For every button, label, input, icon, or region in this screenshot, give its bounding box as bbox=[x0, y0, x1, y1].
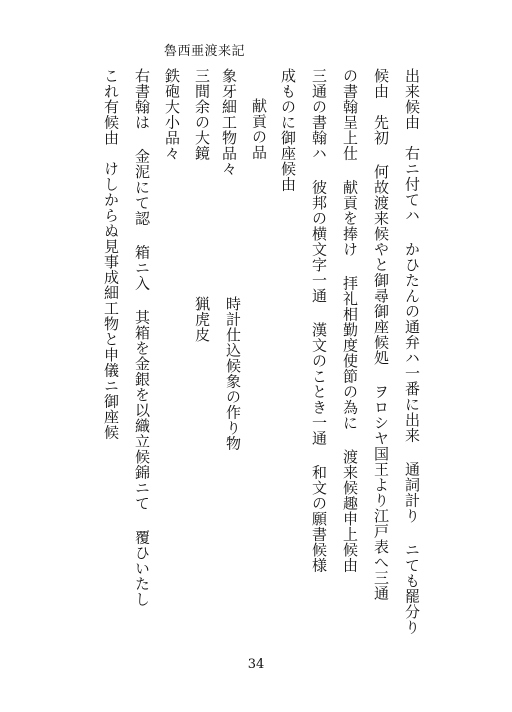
text-column-12: 右書翰は 金泥にて認 箱ニ入 其箱を金銀を以織立候錦ニて 覆ひいたし bbox=[133, 68, 151, 607]
running-header: 魯西亜渡来記 bbox=[164, 44, 246, 59]
text-column-list-2: 時計仕込候象の作り物 bbox=[224, 296, 242, 451]
text-column-4: 三通の書翰ハ 彼邦の横文字一通 漢文のことき一通 和文の願書候様 bbox=[310, 68, 328, 573]
page-number: 34 bbox=[247, 657, 265, 672]
text-column-1: 出来候由 右ニ付てハ かひたんの通弁ハ一番に出来 通詞計り ニても罷分り bbox=[403, 68, 421, 635]
text-column-2: 候由 先初 何故渡来候やと御尋御座候処 ヲロシヤ国王より江戸表へ三通 bbox=[372, 68, 390, 601]
text-column-3: の書翰呈上仕 献貢を捧け 拝礼相勤度使節の為に 渡来候趣申上候由 bbox=[341, 68, 359, 573]
text-column-13: これ有候由 けしからぬ見事成細工物と申儀ニ御座候 bbox=[102, 68, 120, 440]
text-column-list-5: 鉄砲大小品々 bbox=[163, 68, 181, 161]
text-column-list-4: 猟虎皮 bbox=[193, 296, 211, 343]
text-column-list-3: 三間余の大鏡 bbox=[193, 68, 211, 161]
text-column-list-1: 象牙細工物品々 bbox=[220, 68, 238, 177]
text-column-5: 成ものに御座候由 bbox=[279, 68, 297, 192]
text-column-heading: 献貢の品 bbox=[250, 98, 268, 160]
